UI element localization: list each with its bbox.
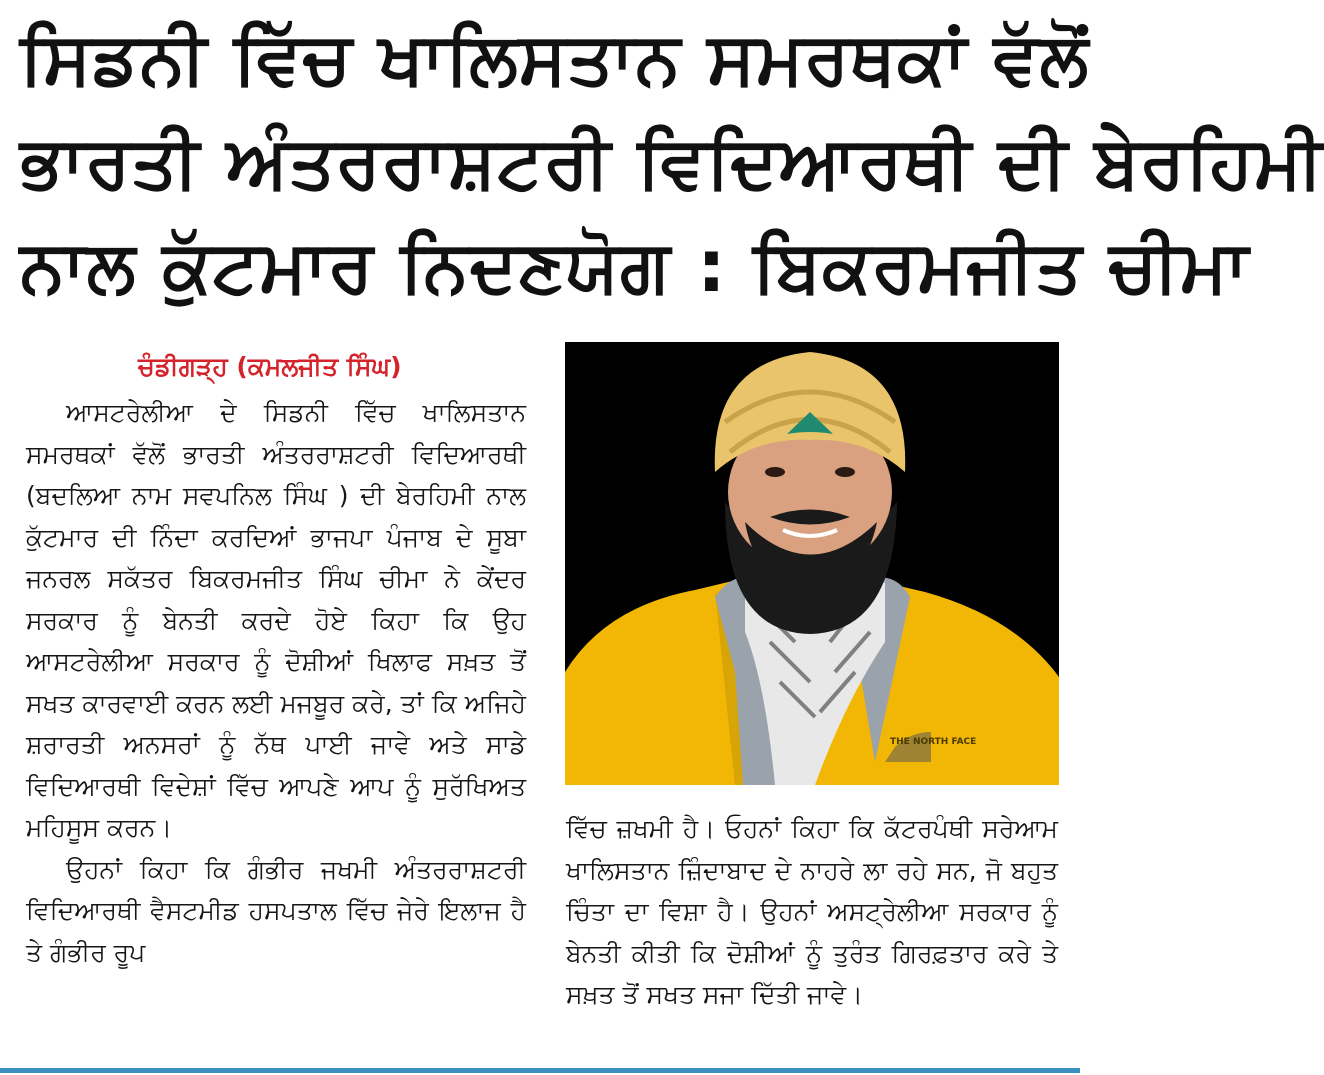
headline-line-1: ਸਿਡਨੀ ਵਿੱਚ ਖਾਲਿਸਤਾਨ ਸਮਰਥਕਾਂ ਵੱਲੋਂ	[20, 16, 1090, 100]
article-column-left	[26, 392, 526, 973]
headline-line-2: ਭਾਰਤੀ ਅੰਤਰਰਾਸ਼ਟਰੀ ਵਿਦਿਆਰਥੀ ਦੀ ਬੇਰਹਿਮੀ	[20, 120, 1324, 204]
headline	[20, 6, 1324, 318]
article-paragraph-2: ਉਹਨਾਂ ਕਿਹਾ ਕਿ ਗੰਭੀਰ ਜਖਮੀ ਅੰਤਰਰਾਸ਼ਟਰੀ ਵਿਦਿਆਰਥੀ ਵੈਸਟਮੀਡ ਹਸਪਤਾਲ ਵਿੱਚ ਜੇਰੇ ਇਲਾਜ ਹੈ ਤੇ ਗੰਭੀਰ ਰੂਪ	[26, 854, 526, 967]
byline: ਚੰਡੀਗੜ੍ਹ (ਕਮਲਜੀਤ ਸਿੰਘ)	[138, 352, 402, 381]
headline-line-3: ਨਾਲ ਕੁੱਟਮਾਰ ਨਿਦਣਯੋਗ : ਬਿਕਰਮਜੀਤ ਚੀਮਾ	[20, 224, 1250, 308]
portrait-photo	[565, 342, 1059, 785]
right-eye	[835, 467, 855, 477]
article-column-right	[566, 808, 1058, 1016]
article-paragraph-1: ਆਸਟਰੇਲੀਆ ਦੇ ਸਿਡਨੀ ਵਿੱਚ ਖਾਲਿਸਤਾਨ ਸਮਰਥਕਾਂ ਵੱਲੋਂ ਭਾਰਤੀ ਅੰਤਰਰਾਸ਼ਟਰੀ ਵਿਦਿਆਰਥੀ (ਬਦਲਿਆ ਨਾਮ ਸਵਪਨਿਲ ਸਿੰਘ ) ਦੀ ਬੇਰਹਿਮੀ ਨਾਲ ਕੁੱਟਮਾਰ ਦੀ ਨਿੰਦਾ ਕਰਦਿਆਂ ਭਾਜਪਾ ਪੰਜਾਬ ਦੇ ਸੂਬਾ ਜਨਰਲ ਸਕੱਤਰ ਬਿਕਰਮਜੀਤ ਸਿੰਘ ਚੀਮਾ ਨੇ ਕੇਂਦਰ ਸਰਕਾਰ ਨੂੰ ਬੇਨਤੀ ਕਰਦੇ ਹੋਏ ਕਿਹਾ ਕਿ ਉਹ ਆਸਟਰੇਲੀਆ ਸਰਕਾਰ ਨੂੰ ਦੋਸ਼ੀਆਂ ਖਿਲਾਫ ਸਖ਼ਤ ਤੋਂ ਸਖਤ ਕਾਰਵਾਈ ਕਰਨ ਲਈ ਮਜਬੂਰ ਕਰੇ, ਤਾਂ ਕਿ ਅਜਿਹੇ ਸ਼ਰਾਰਤੀ ਅਨਸਰਾਂ ਨੂੰ ਨੱਥ ਪਾਈ ਜਾਵੇ ਅਤੇ ਸਾਡੇ ਵਿਦਿਆਰਥੀ ਵਿਦੇਸ਼ਾਂ ਵਿੱਚ ਆਪਣੇ ਆਪ ਨੂੰ ਸੁਰੱਖਿਅਤ ਮਹਿਸੂਸ ਕਰਨ।	[26, 398, 526, 842]
bottom-rule	[0, 1068, 1080, 1073]
jacket-logo-text: THE NORTH FACE	[890, 737, 977, 747]
left-eye	[765, 467, 785, 477]
article-paragraph-3: ਵਿੱਚ ਜ਼ਖਮੀ ਹੈ। ਓਹਨਾਂ ਕਿਹਾ ਕਿ ਕੱਟਰਪੰਥੀ ਸਰੇਆਮ ਖਾਲਿਸਤਾਨ ਜ਼ਿੰਦਾਬਾਦ ਦੇ ਨਾਹਰੇ ਲਾ ਰਹੇ ਸਨ, ਜੋ ਬਹੁਤ ਚਿੰਤਾ ਦਾ ਵਿਸ਼ਾ ਹੈ। ਉਹਨਾਂ ਅਸਟ੍ਰੇਲੀਆ ਸਰਕਾਰ ਨੂੰ ਬੇਨਤੀ ਕੀਤੀ ਕਿ ਦੋਸ਼ੀਆਂ ਨੂੰ ਤੁਰੰਤ ਗਿਰਫ਼ਤਾਰ ਕਰੇ ਤੇ ਸਖ਼ਤ ਤੋਂ ਸਖਤ ਸਜਾ ਦਿੱਤੀ ਜਾਵੇ।	[566, 814, 1058, 1009]
portrait-illustration	[565, 342, 1059, 785]
